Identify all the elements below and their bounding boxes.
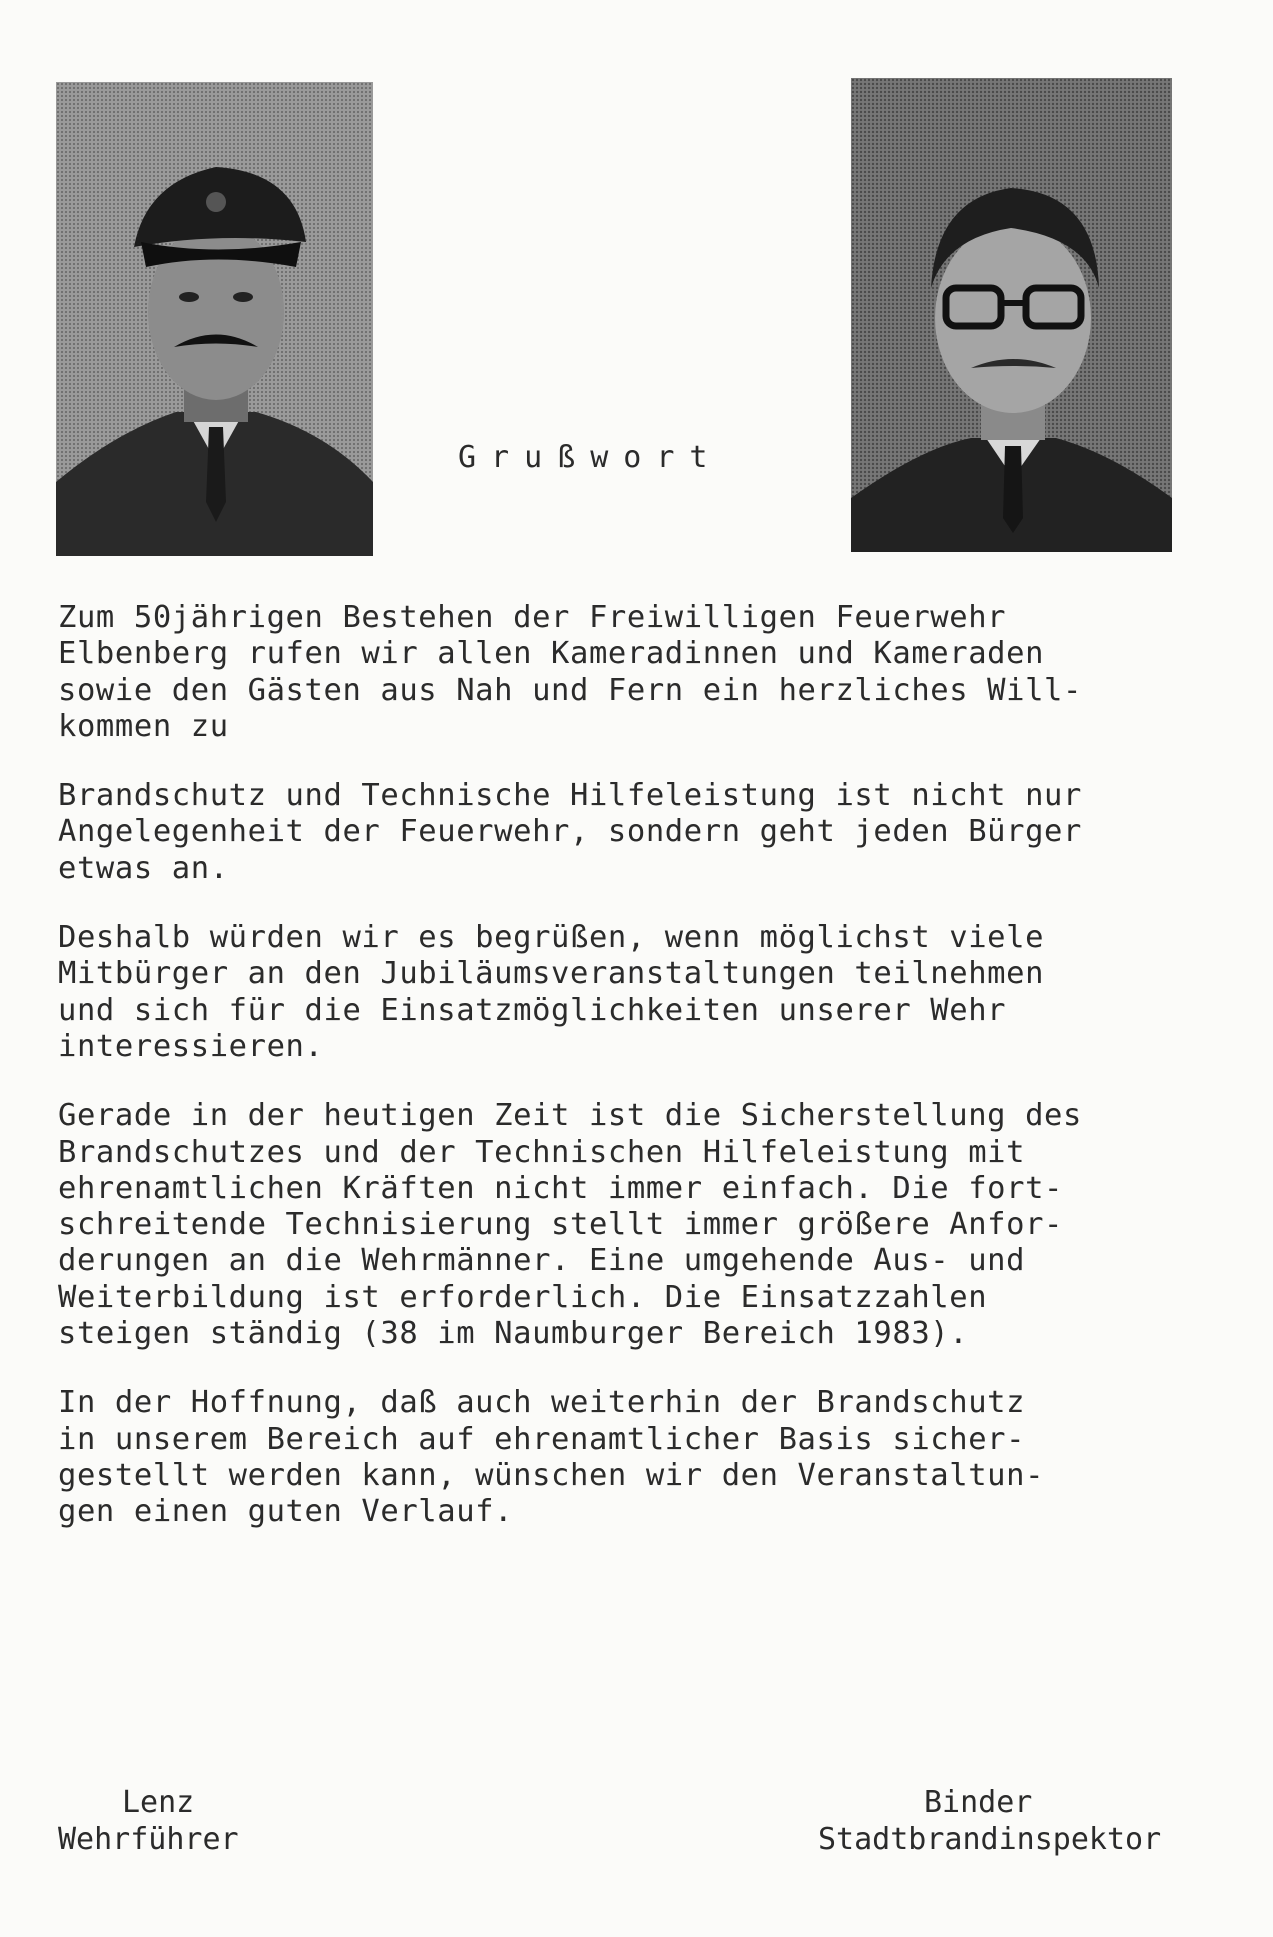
portrait-photo-icon — [851, 78, 1172, 552]
portrait-photo-left — [56, 82, 373, 556]
paragraph-5: In der Hoffnung, daß auch weiterhin der Brandschutz in unserem Bereich auf ehrenamtlicher Basis sicher- gestellt werden kann, wünschen wir den Veranstaltun- gen einen guten Verlauf. — [58, 1385, 1045, 1530]
paragraph-3: Deshalb würden wir es begrüßen, wenn möglichst viele Mitbürger an den Jubiläumsveranstaltungen teilnehmen und sich für die Einsatzmöglichkeiten unserer Wehr interessieren. — [58, 920, 1045, 1064]
letter-body — [58, 600, 1208, 1564]
signature-left-role: Wehrführer — [58, 1822, 239, 1857]
paragraph-4: Gerade in der heutigen Zeit ist die Sicherstellung des Brandschutzes und der Technischen Hilfeleistung mit ehrenamtlichen Kräften nicht immer einfach. Die fort- schreitende Technisierung stellt immer größere Anfor- derungen an die Wehrmänner. Eine umgehende Aus- und Weiterbildung ist erforderlich. Die Einsatzzahlen steigen ständig (38 im Naumburger Bereich 1983). — [58, 1098, 1082, 1352]
signature-right-name: Binder — [924, 1785, 1033, 1820]
paragraph-2: Brandschutz und Technische Hilfeleistung ist nicht nur Angelegenheit der Feuerwehr, sondern geht jeden Bürger etwas an. — [58, 778, 1082, 886]
paragraph-1: Zum 50jährigen Bestehen der Freiwilligen Feuerwehr Elbenberg rufen wir allen Kameradinnen und Kameraden sowie den Gästen aus Nah und Fern ein herzliches Will- kommen zu — [58, 600, 1082, 744]
signature-left — [58, 1784, 239, 1858]
page-title: Grußwort — [458, 440, 723, 475]
portrait-photo-right — [851, 78, 1172, 552]
signature-right — [818, 1784, 1161, 1858]
signature-left-name: Lenz — [122, 1785, 195, 1820]
portrait-photo-icon — [56, 82, 373, 556]
signature-right-role: Stadtbrandinspektor — [818, 1822, 1162, 1857]
